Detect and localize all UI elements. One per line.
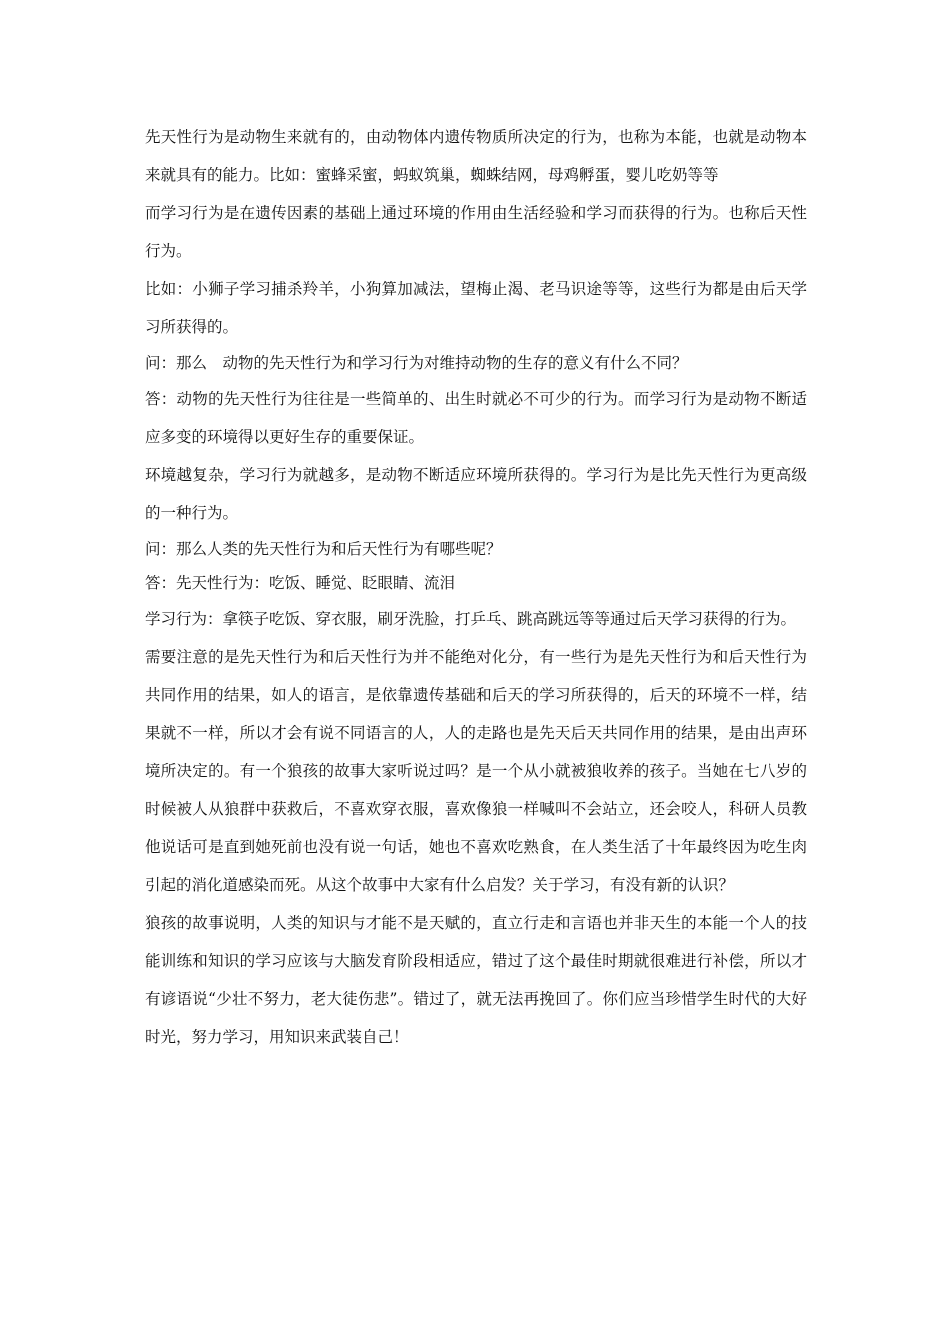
paragraph-answer-1: 答：动物的先天性行为往往是一些简单的、出生时就必不可少的行为。而学习行为是动物不断适应多变的环境得以更好生存的重要保证。 bbox=[145, 390, 807, 446]
document-body bbox=[145, 118, 807, 1056]
paragraph-learned-examples: 比如：小狮子学习捕杀羚羊，小狗算加减法，望梅止渴、老马识途等等，这些行为都是由后天学习所获得的。 bbox=[145, 280, 807, 336]
paragraph-learned-behavior: 而学习行为是在遗传因素的基础上通过环境的作用由生活经验和学习而获得的行为。也称后天性行为。 bbox=[145, 204, 807, 260]
paragraph-question-2: 问：那么人类的先天性行为和后天性行为有哪些呢？ bbox=[145, 540, 502, 558]
paragraph-learned-human: 学习行为：拿筷子吃饭、穿衣服，刷牙洗脸，打乒乓、跳高跳远等等通过后天学习获得的行为。 bbox=[145, 610, 797, 628]
paragraph-answer-2: 答：先天性行为：吃饭、睡觉、眨眼睛、流泪 bbox=[145, 574, 456, 592]
paragraph-wolf-child-story: 需要注意的是先天性行为和后天性行为并不能绝对化分，有一些行为是先天性行为和后天性行为共同作用的结果，如人的语言，是依靠遗传基础和后天的学习所获得的，后天的环境不一样，结果就不一样，所以才会有说不同语言的人，人的走路也是先天后天共同作用的结果，是由出声环境所决定的。有一个狼孩的故事大家听说过吗？是一个从小就被狼收养的孩子。当她在七八岁的时候被人从狼群中获救后，不喜欢穿衣服，喜欢像狼一样喊叫不会站立，还会咬人，科研人员教他说话可是直到她死前也没有说一句话，她也不喜欢吃熟食，在人类生活了十年最终因为吃生肉引起的消化道感染而死。从这个故事中大家有什么启发？关于学习，有没有新的认识？ bbox=[145, 648, 807, 894]
paragraph-question-1: 问：那么 动物的先天性行为和学习行为对维持动物的生存的意义有什么不同？ bbox=[145, 354, 688, 372]
paragraph-conclusion: 狼孩的故事说明，人类的知识与才能不是天赋的，直立行走和言语也并非天生的本能一个人的技能训练和知识的学习应该与大脑发育阶段相适应，错过了这个最佳时期就很难进行补偿，所以才有谚语说“少壮不努力，老大徒伤悲”。错过了，就无法再挽回了。你们应当珍惜学生时代的大好时光，努力学习，用知识来武装自己！ bbox=[145, 914, 807, 1046]
paragraph-environment: 环境越复杂，学习行为就越多，是动物不断适应环境所获得的。学习行为是比先天性行为更高级的一种行为。 bbox=[145, 466, 807, 522]
paragraph-innate-behavior: 先天性行为是动物生来就有的，由动物体内遗传物质所决定的行为，也称为本能，也就是动物本来就具有的能力。比如：蜜蜂采蜜，蚂蚁筑巢，蜘蛛结网，母鸡孵蛋，婴儿吃奶等等 bbox=[145, 128, 807, 184]
